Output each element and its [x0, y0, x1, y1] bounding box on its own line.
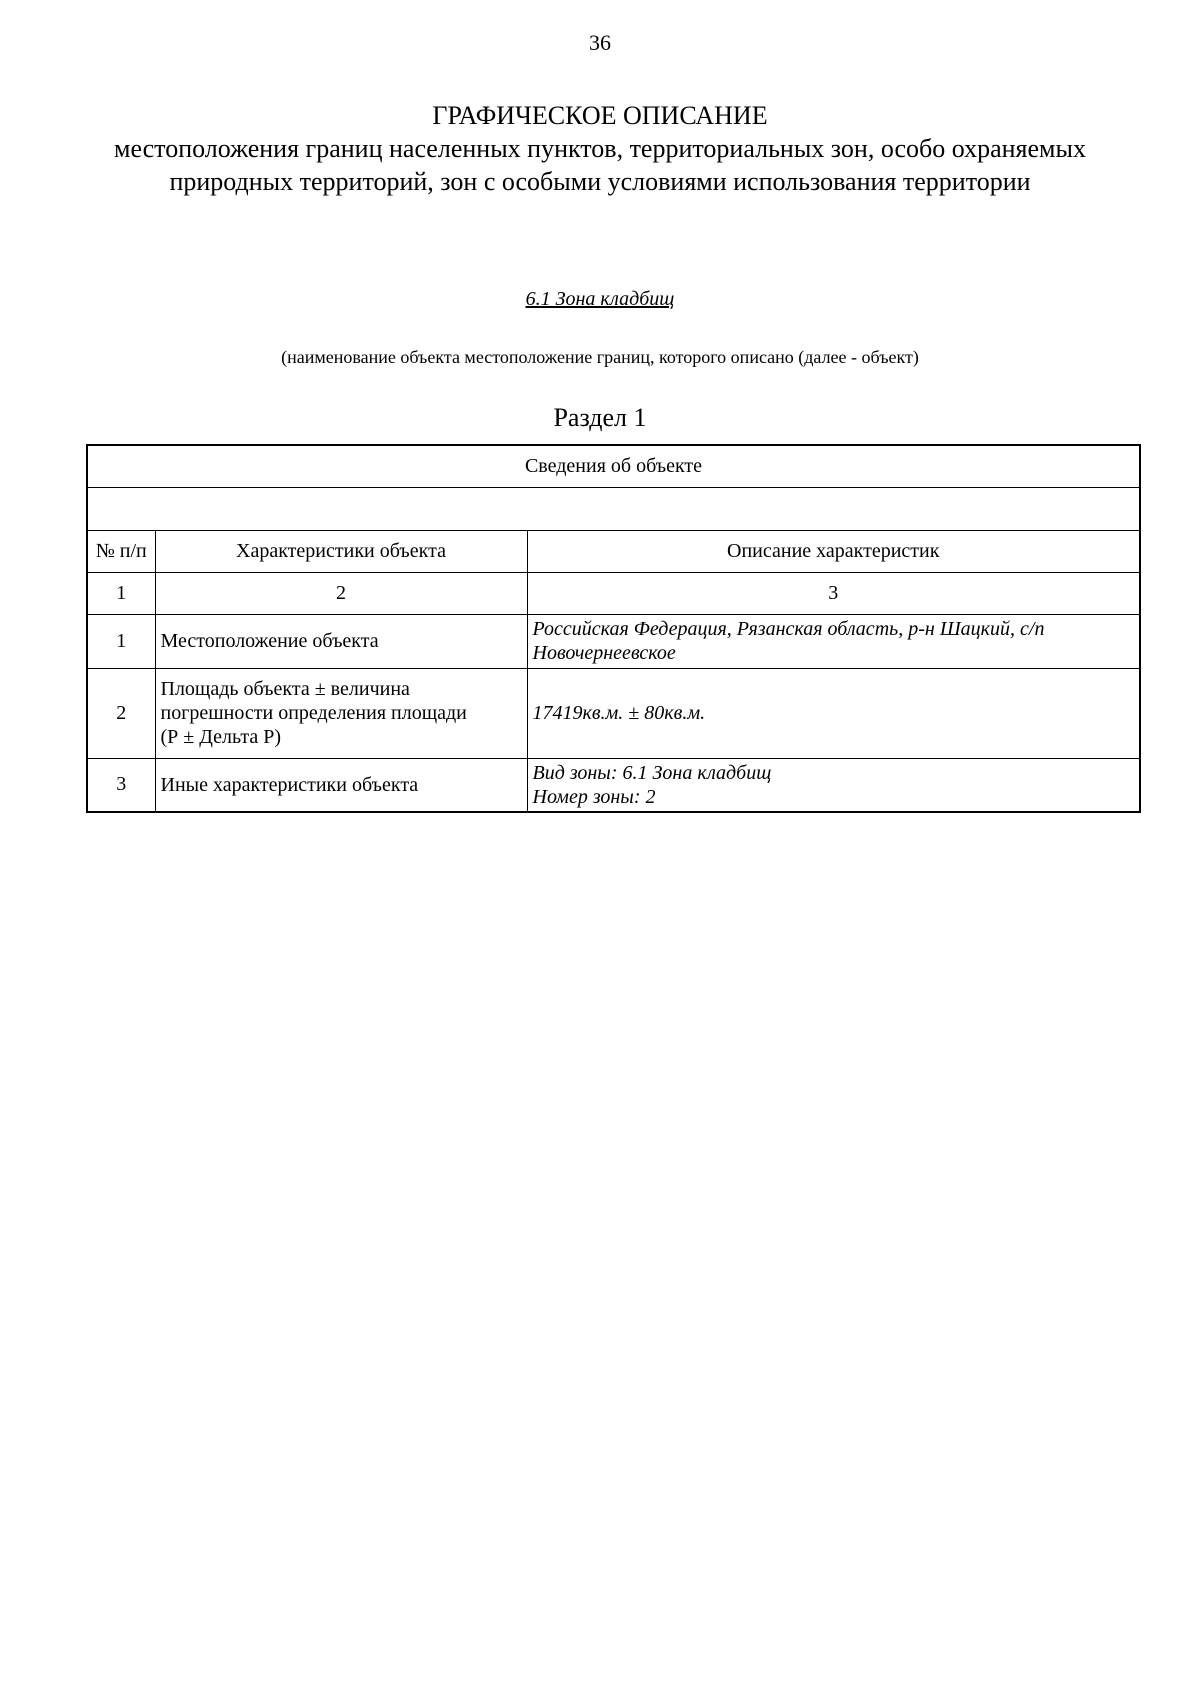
description-line: Вид зоны: 6.1 Зона кладбищ — [532, 761, 772, 784]
column-header-description: Описание характеристик — [527, 530, 1140, 572]
table-caption-row — [87, 445, 1140, 487]
column-number: 3 — [527, 572, 1140, 614]
table-caption: Сведения об объекте — [87, 445, 1140, 487]
characteristic-line: Площадь объекта ± величина — [160, 678, 410, 700]
table-header-row — [87, 530, 1140, 572]
characteristic-line: (Р ± Дельта Р) — [160, 726, 282, 748]
column-header-number: № п/п — [87, 530, 155, 572]
column-number-row — [87, 572, 1140, 614]
column-header-characteristic: Характеристики объекта — [155, 530, 527, 572]
object-info-table — [86, 444, 1141, 813]
page-number: 36 — [589, 30, 611, 55]
characteristic-line: погрешности определения площади — [160, 702, 467, 724]
row-number: 1 — [87, 614, 155, 668]
row-number: 3 — [87, 758, 155, 812]
row-description — [527, 614, 1140, 668]
description-line: Номер зоны: 2 — [532, 785, 656, 808]
row-characteristic — [155, 758, 527, 812]
table-row — [87, 758, 1140, 812]
object-caption: (наименование объекта местоположение границ, которого описано (далее - объект) — [281, 347, 919, 367]
object-name: 6.1 Зона кладбищ — [525, 288, 675, 310]
document-subtitle: местоположения границ населенных пунктов, территориальных зон, особо охраняемых природных территорий, зон с особыми условиями использования территории — [114, 134, 1086, 196]
column-number: 2 — [155, 572, 527, 614]
description-line: Новочернеевское — [532, 642, 676, 664]
row-characteristic — [155, 668, 527, 758]
row-characteristic — [155, 614, 527, 668]
document-title: ГРАФИЧЕСКОЕ ОПИСАНИЕ — [432, 101, 768, 130]
table-empty-row — [87, 487, 1140, 530]
row-description — [527, 758, 1140, 812]
row-description — [527, 668, 1140, 758]
row-number: 2 — [87, 668, 155, 758]
table-row — [87, 668, 1140, 758]
description-line: Российская Федерация, Рязанская область, р-н Шацкий, с/п — [532, 618, 1045, 640]
characteristic-line: Иные характеристики объекта — [160, 773, 419, 796]
document-header — [0, 100, 1200, 198]
description-line: 17419кв.м. ± 80кв.м. — [532, 702, 706, 724]
characteristic-line: Местоположение объекта — [160, 630, 379, 652]
table-row — [87, 614, 1140, 668]
column-number: 1 — [87, 572, 155, 614]
table-empty-cell — [87, 487, 1140, 530]
section-title: Раздел 1 — [553, 403, 647, 432]
